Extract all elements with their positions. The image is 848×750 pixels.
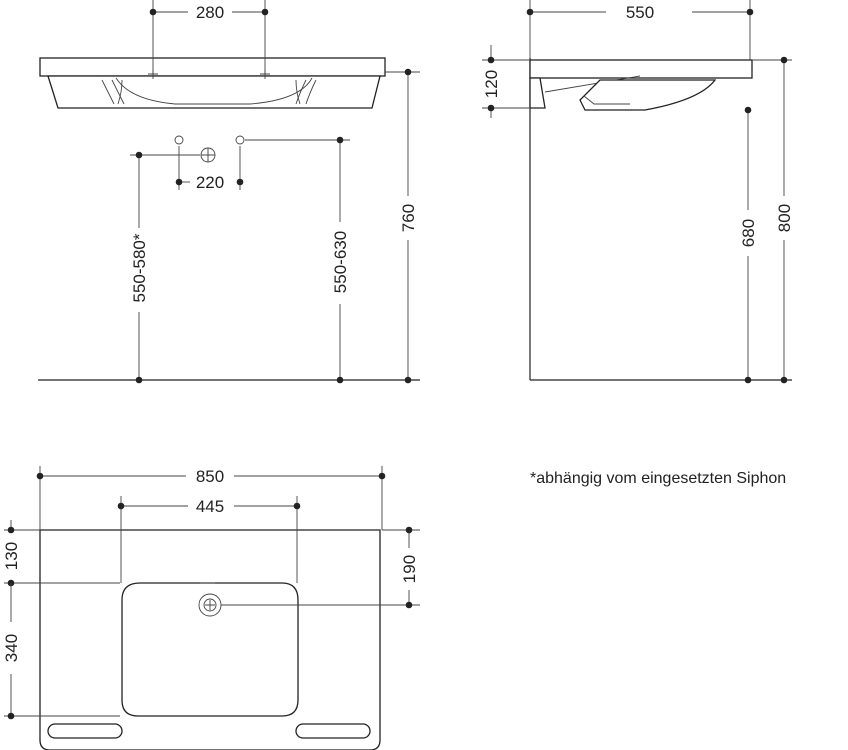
dim-underside-height (739, 107, 758, 384)
dim-width-label: 850 (195, 467, 225, 486)
waste-outlet-symbol (201, 148, 215, 162)
dim-depth-label: 550 (625, 3, 655, 22)
left-grab-slot (48, 724, 122, 738)
dim-waste-height-label: 550-630 (331, 230, 350, 294)
footnote: *abhängig vom eingesetzten Siphon (530, 470, 787, 487)
dim-bracket-spacing (176, 146, 244, 192)
dim-bracket-height-label: 550-580* (130, 233, 149, 303)
dim-tap-spacing-label: 280 (195, 3, 225, 22)
left-bracket-hole (175, 136, 183, 144)
front-view (38, 0, 420, 383)
front-basin (40, 58, 385, 108)
dim-rim-height (385, 69, 420, 384)
dim-bowl-height-label: 120 (482, 69, 501, 99)
side-view (482, 0, 794, 383)
dim-bowl-height (482, 45, 530, 118)
top-view (2, 466, 420, 750)
dim-rim-height-label: 760 (399, 203, 418, 233)
dim-total-height-label: 800 (775, 203, 794, 233)
side-basin (530, 60, 752, 110)
dim-bracket-height (130, 152, 200, 384)
dim-rear-offset-label: 130 (2, 541, 21, 571)
dim-bowl-front-label: 340 (2, 633, 21, 663)
dim-depth (527, 0, 754, 60)
dim-drain-offset-label: 190 (400, 554, 419, 584)
dim-waste-height (245, 137, 350, 384)
right-grab-slot (296, 724, 370, 738)
dim-bracket-spacing-label: 220 (195, 173, 225, 192)
dim-bowl-width-label: 445 (195, 497, 225, 516)
wall-fixings (175, 136, 244, 162)
right-bracket-hole (236, 136, 244, 144)
dim-underside-height-label: 680 (739, 218, 758, 248)
dim-total-height (752, 57, 794, 384)
